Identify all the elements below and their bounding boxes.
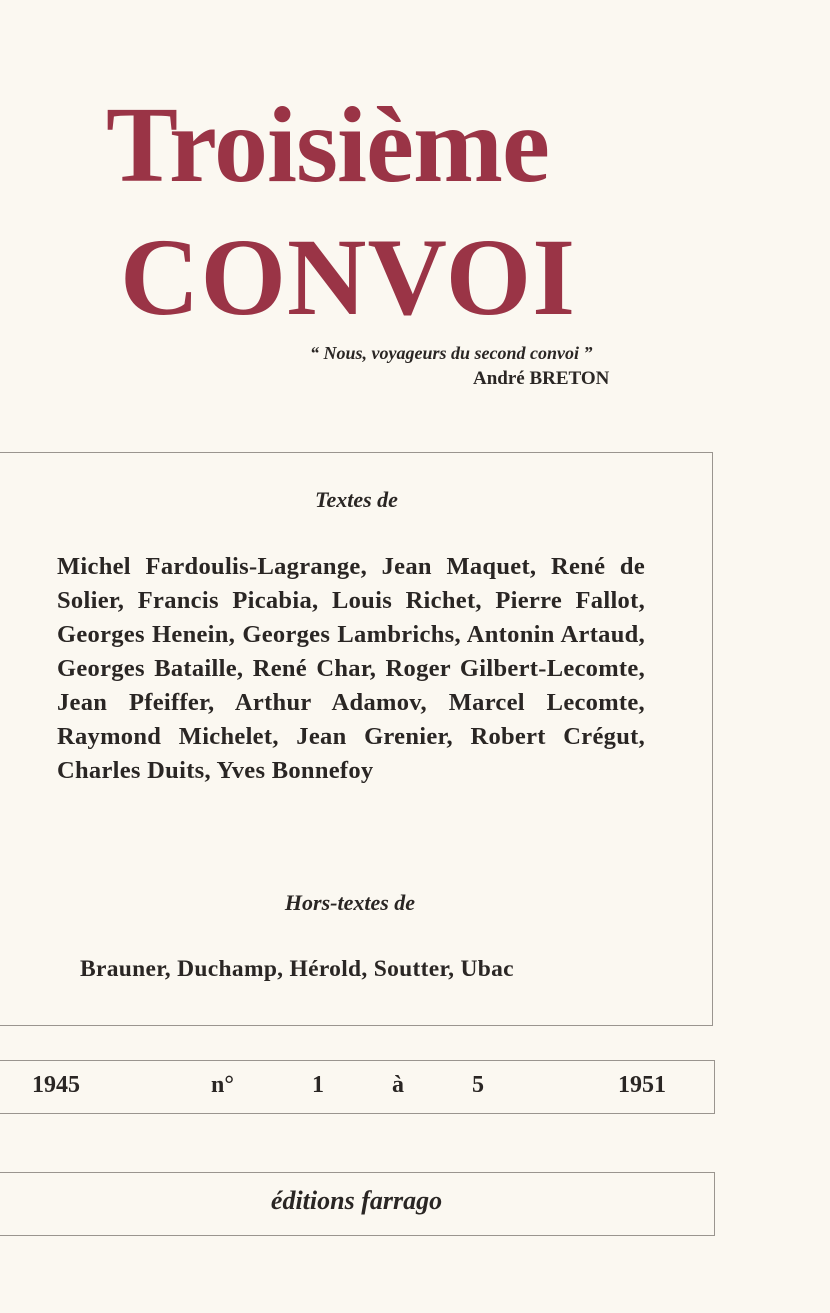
title-line-1: Troisième: [106, 86, 549, 205]
end-year: 1951: [618, 1072, 666, 1098]
epigraph-quote: “ Nous, voyageurs du second convoi ”: [310, 343, 593, 363]
start-year: 1945: [32, 1072, 80, 1098]
issue-from: 1: [312, 1072, 324, 1098]
issue-range-frame: [0, 1060, 715, 1114]
textes-label: Textes de: [315, 487, 398, 512]
numero-label: n°: [211, 1072, 234, 1098]
artists-list: Brauner, Duchamp, Hérold, Soutter, Ubac: [80, 956, 514, 982]
authors-list: Michel Fardoulis-Lagrange, Jean Maquet, René de Solier, Francis Picabia, Louis Richet, Pierre Fallot, Georges Henein, Georges Lambrichs, Antonin Artaud, Georges Bataille, René Char, Roger Gilbert-Lecomte, Jean Pfeiffer, Arthur Adamov, Marcel Lecomte, Raymond Michelet, Jean Grenier, Robert Crégut, Charles Duits, Yves Bonnefoy: [57, 553, 645, 784]
issue-to-word: à: [392, 1072, 404, 1098]
title-line-2: CONVOI: [120, 216, 577, 338]
issue-to: 5: [472, 1072, 484, 1098]
publisher-name: éditions farrago: [270, 1186, 443, 1215]
hors-textes-label: Hors-textes de: [284, 890, 416, 915]
epigraph-author: André BRETON: [473, 368, 610, 389]
